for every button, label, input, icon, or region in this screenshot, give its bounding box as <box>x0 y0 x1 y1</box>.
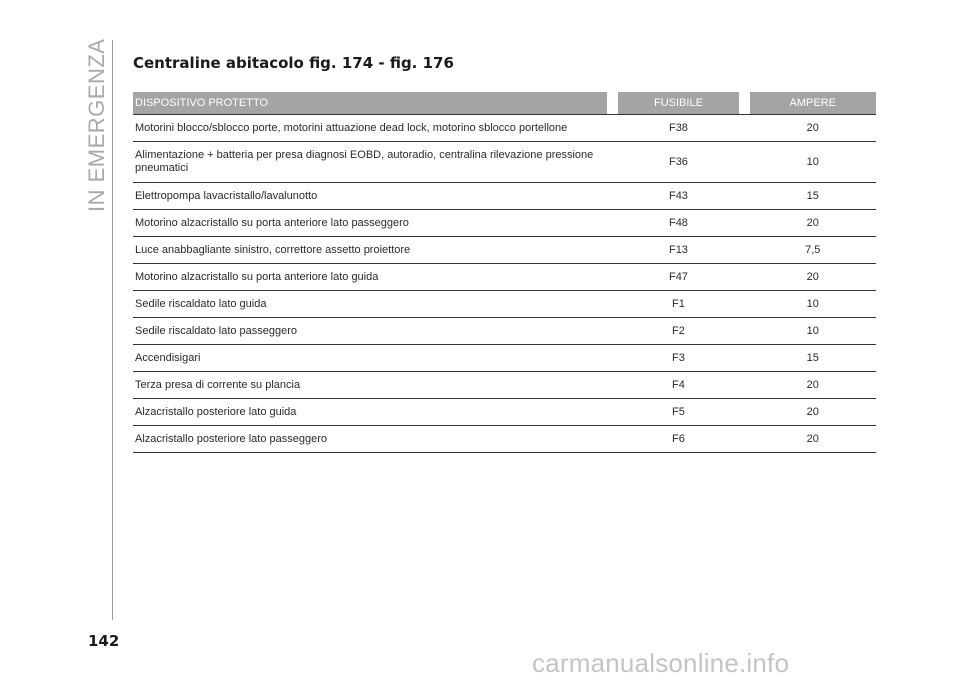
cell-gap <box>739 426 750 453</box>
header-device: DISPOSITIVO PROTETTO <box>133 92 607 115</box>
fuse-cell: F4 <box>618 372 739 399</box>
page-title: Centraline abitacolo fig. 174 - fig. 176 <box>133 54 454 72</box>
cell-gap <box>739 237 750 264</box>
cell-gap <box>607 372 618 399</box>
ampere-cell: 15 <box>750 183 876 210</box>
device-cell: Motorino alzacristallo su porta anteriore lato guida <box>133 264 607 291</box>
fuse-table <box>133 92 876 453</box>
header-ampere: AMPERE <box>750 92 876 115</box>
fuse-cell: F13 <box>618 237 739 264</box>
cell-gap <box>607 237 618 264</box>
cell-gap <box>607 399 618 426</box>
section-label: IN EMERGENZA <box>84 38 109 212</box>
fuse-cell: F1 <box>618 291 739 318</box>
table-row <box>133 142 876 183</box>
section-divider <box>112 40 113 620</box>
device-cell: Sedile riscaldato lato passeggero <box>133 318 607 345</box>
table-row <box>133 264 876 291</box>
ampere-cell: 10 <box>750 142 876 183</box>
cell-gap <box>739 399 750 426</box>
device-cell: Accendisigari <box>133 345 607 372</box>
fuse-cell: F38 <box>618 115 739 142</box>
ampere-cell: 20 <box>750 115 876 142</box>
fuse-cell: F47 <box>618 264 739 291</box>
fuse-cell: F5 <box>618 399 739 426</box>
cell-gap <box>739 345 750 372</box>
fuse-cell: F6 <box>618 426 739 453</box>
device-cell: Elettropompa lavacristallo/lavalunotto <box>133 183 607 210</box>
device-cell: Sedile riscaldato lato guida <box>133 291 607 318</box>
ampere-cell: 20 <box>750 372 876 399</box>
fuse-cell: F3 <box>618 345 739 372</box>
header-fuse: FUSIBILE <box>618 92 739 115</box>
table-row <box>133 318 876 345</box>
fuse-cell: F48 <box>618 210 739 237</box>
ampere-cell: 20 <box>750 264 876 291</box>
header-gap <box>607 92 618 115</box>
table-row <box>133 399 876 426</box>
ampere-cell: 10 <box>750 291 876 318</box>
page-number: 142 <box>88 632 120 650</box>
ampere-cell: 7,5 <box>750 237 876 264</box>
table-row <box>133 115 876 142</box>
table-body <box>133 115 876 453</box>
cell-gap <box>739 372 750 399</box>
cell-gap <box>607 345 618 372</box>
cell-gap <box>739 264 750 291</box>
ampere-cell: 20 <box>750 210 876 237</box>
cell-gap <box>607 115 618 142</box>
table-row <box>133 345 876 372</box>
ampere-cell: 15 <box>750 345 876 372</box>
cell-gap <box>607 291 618 318</box>
table-row <box>133 372 876 399</box>
cell-gap <box>739 142 750 183</box>
cell-gap <box>739 318 750 345</box>
ampere-cell: 20 <box>750 399 876 426</box>
cell-gap <box>607 183 618 210</box>
table-row <box>133 291 876 318</box>
table-header <box>133 92 876 115</box>
fuse-cell: F36 <box>618 142 739 183</box>
cell-gap <box>739 291 750 318</box>
cell-gap <box>739 210 750 237</box>
header-gap <box>739 92 750 115</box>
cell-gap <box>607 426 618 453</box>
device-cell: Alimentazione + batteria per presa diagnosi EOBD, autoradio, centralina rilevazione pressione pneumatici <box>133 142 607 183</box>
table-row <box>133 183 876 210</box>
device-cell: Motorino alzacristallo su porta anteriore lato passeggero <box>133 210 607 237</box>
fuse-cell: F2 <box>618 318 739 345</box>
cell-gap <box>739 183 750 210</box>
device-cell: Luce anabbagliante sinistro, correttore assetto proiettore <box>133 237 607 264</box>
fuse-cell: F43 <box>618 183 739 210</box>
device-cell: Alzacristallo posteriore lato passeggero <box>133 426 607 453</box>
device-cell: Terza presa di corrente su plancia <box>133 372 607 399</box>
cell-gap <box>607 210 618 237</box>
cell-gap <box>607 264 618 291</box>
table-row <box>133 210 876 237</box>
table-row <box>133 426 876 453</box>
device-cell: Alzacristallo posteriore lato guida <box>133 399 607 426</box>
ampere-cell: 10 <box>750 318 876 345</box>
cell-gap <box>607 142 618 183</box>
watermark: carmanualsonline.info <box>532 648 790 678</box>
cell-gap <box>607 318 618 345</box>
ampere-cell: 20 <box>750 426 876 453</box>
device-cell: Motorini blocco/sblocco porte, motorini attuazione dead lock, motorino sblocco portellone <box>133 115 607 142</box>
table-row <box>133 237 876 264</box>
cell-gap <box>739 115 750 142</box>
